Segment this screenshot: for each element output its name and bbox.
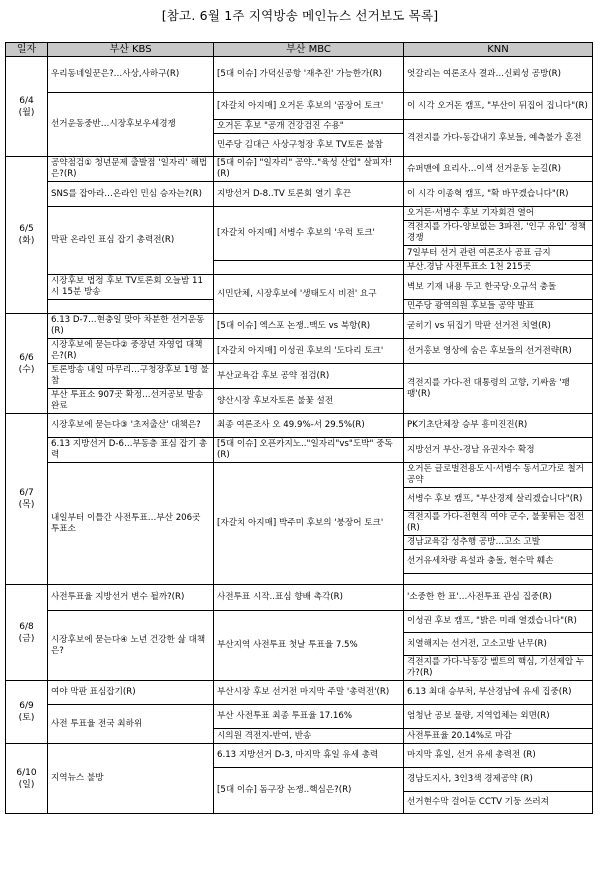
date-label: 6/7 (19, 488, 34, 498)
date-label: 6/8 (19, 621, 34, 632)
date-cell (6, 57, 48, 157)
knn-news-item: '소중한 한 표'…사전투표 관심 집중(R) (404, 585, 593, 611)
mbc-news-item: [5대 이슈] 돔구장 논쟁..핵심은?(R) (214, 768, 404, 814)
table-row (6, 57, 593, 93)
kbs-news-item: 시장후보에 묻는다② 중장년 자영업 대책은?(R) (48, 339, 214, 364)
mbc-news-item: 최종 여론조사 오 49.9%-서 29.5%(R) (214, 414, 404, 438)
knn-news-item: 엄청난 공보 물량, 지역업체는 외면(R) (404, 705, 593, 729)
knn-news-item: 지방선거 부산-경남 유권자수 확정 (404, 438, 593, 463)
mbc-news-item: 부산시장 후보 선거전 마지막 주말 '총력전'(R) (214, 681, 404, 705)
knn-news-item: 격전지를 가다-전현직 여야 군수, 불꽃튀는 접전(R) (404, 511, 593, 536)
table-row (6, 364, 593, 389)
weekday-label: (토) (18, 713, 35, 723)
mbc-news-item: [5대 이슈] 오픈카지노.."일자리"vs"도박" 중독(R) (214, 438, 404, 463)
header-busan-kbs: 부산 KBS (48, 43, 214, 57)
kbs-news-item: 막판 온라인 표심 잡기 총력전(R) (48, 207, 214, 275)
kbs-news-item: SNS를 잡아라…온라인 민심 승자는?(R) (48, 182, 214, 207)
knn-news-item: 경남교육감 성추행 공방…고소 고발 (404, 536, 593, 550)
page-title: [참고. 6월 1주 지역방송 메인뉴스 선거보도 목록] (161, 8, 439, 23)
knn-news-item: 굳히기 vs 뒤집기 막판 선거전 치열(R) (404, 314, 593, 339)
knn-news-item: 격전지를 가다-동갑내기 후보들, 예측불가 혼전 (404, 120, 593, 157)
date-cell (6, 744, 48, 814)
mbc-news-item: 시민단체, 시장후보에 '생태도시 비전' 요구 (214, 275, 404, 314)
weekday-label: (목) (18, 500, 35, 510)
kbs-news-item: 부산 투표소 907곳 확정…선거공보 발송완료 (48, 389, 214, 414)
kbs-news-item: 시장후보에 묻는다③ '초저출산' 대책은? (48, 414, 214, 438)
table-row (6, 438, 593, 463)
kbs-news-item: 선거운동중반…시장후보우세경쟁 (48, 93, 214, 157)
mbc-news-item: [5대 이슈] 가덕신공항 '재추진' 가능한가(R) (214, 57, 404, 93)
date-label: 6/6 (19, 352, 34, 363)
table-row (6, 585, 593, 611)
knn-news-item: 서병수 후보 캠프, "부산경제 살리겠습니다"(R) (404, 488, 593, 511)
header-knn: KNN (404, 43, 593, 57)
kbs-news-item: 우리동네일꾼은?…사상,사하구(R) (48, 57, 214, 93)
kbs-news-item: 내일부터 이틀간 사전투표…부산 206곳 투표소 (48, 463, 214, 585)
knn-news-item: 슈퍼맨에 요리사…이색 선거운동 눈길(R) (404, 157, 593, 182)
mbc-news-item: [자갈치 아지매] 이성권 후보의 '도다리 토크' (214, 339, 404, 364)
header-busan-mbc: 부산 MBC (214, 43, 404, 57)
knn-news-item (404, 574, 593, 585)
knn-news-item: 격전지를 가다-전 대통령의 고향, 기싸움 '팽팽'(R) (404, 364, 593, 414)
kbs-news-item: 6.13 D-7…현충일 맞아 차분한 선거운동(R) (48, 314, 214, 339)
mbc-news-item: [5대 이슈] 엑스포 논쟁..맥도 vs 북항(R) (214, 314, 404, 339)
weekday-label: (일) (18, 779, 35, 790)
mbc-news-item: 부산 사전투표 최종 투표율 17.16% (214, 705, 404, 729)
mbc-news-item: [자갈치 아지매] 서병수 후보의 '우럭 토크' (214, 207, 404, 261)
date-cell (6, 585, 48, 681)
date-cell (6, 681, 48, 744)
kbs-news-item: 여야 막판 표심잡기(R) (48, 681, 214, 705)
knn-news-item: 오거돈 글로벌전용도시·서병수 동서고가로 철거 공약 (404, 463, 593, 488)
mbc-news-item: 6.13 지방선거 D-3, 마지막 휴일 유세 총력 (214, 744, 404, 768)
table-row (6, 182, 593, 207)
mbc-news-item: 지방선거 D-8..TV 토론회 열기 후끈 (214, 182, 404, 207)
weekday-label: (금) (18, 633, 35, 644)
date-label: 6/5 (19, 224, 34, 234)
knn-news-item: 격전지를 가다-낙동강 벨트의 핵심, 기선제압 누가?(R) (404, 656, 593, 681)
weekday-label: (화) (18, 236, 35, 246)
weekday-label: (월) (18, 107, 35, 118)
mbc-news-item: 양산시장 후보자토론 불꽃 설전 (214, 389, 404, 414)
table-row (6, 93, 593, 120)
kbs-news-item: 6.13 지방선거 D-6…부동층 표심 잡기 총력 (48, 438, 214, 463)
mbc-news-item: 시의원 격전지-반여, 반송 (214, 729, 404, 744)
date-label: 6/10 (16, 767, 37, 778)
date-cell (6, 314, 48, 414)
knn-news-item: 벽보 기재 내용 두고 한국당·오규석 충돌 (404, 275, 593, 300)
kbs-news-item: 사전투표율 지방선거 변수 될까?(R) (48, 585, 214, 611)
kbs-news-item: 공약점검① 청년문제 출발점 '일자리' 해법은?(R) (48, 157, 214, 182)
knn-news-item: 엇갈리는 여론조사 결과…신뢰성 공방(R) (404, 57, 593, 93)
knn-news-item: 격전지를 가다-양보없는 3파전, '인구 유입' 정책 경쟁 (404, 221, 593, 246)
header-date: 일자 (6, 43, 48, 57)
knn-news-item: 민주당 광역의원 후보들 공약 발표 (404, 300, 593, 314)
table-row (6, 414, 593, 438)
mbc-news-item: [5대 이슈] "일자리" 공약.."육성 산업" 살피자!(R) (214, 157, 404, 182)
table-row (6, 463, 593, 488)
table-row (6, 275, 593, 300)
kbs-news-item (48, 300, 214, 314)
mbc-news-item: 부산교육감 후보 공약 점검(R) (214, 364, 404, 389)
table-row (6, 314, 593, 339)
mbc-news-item: 민주당 김대근 사상구청장 후보 TV토론 불참 (214, 134, 404, 157)
table-row (6, 611, 593, 633)
knn-news-item: 이성권 후보 캠프, "밝은 미래 열겠습니다"(R) (404, 611, 593, 633)
mbc-news-item: [자갈치 아지매] 박주미 후보의 '붕장어 토크' (214, 463, 404, 585)
knn-news-item: 선거현수막 걸어둔 CCTV 기둥 쓰러져 (404, 792, 593, 814)
date-label: 6/4 (19, 95, 34, 106)
knn-news-item: 6.13 최대 승부처, 부산경남에 유세 집중(R) (404, 681, 593, 705)
weekday-label: (수) (18, 364, 35, 375)
knn-news-item: 이 시각 오거돈 캠프, "부산이 뒤집어 집니다"(R) (404, 93, 593, 120)
kbs-news-item: 시장후보에 묻는다④ 노년 건강한 삶 대책은? (48, 611, 214, 681)
knn-news-item: 이 시각 이종혁 캠프, "확 바꾸겠습니다"(R) (404, 182, 593, 207)
knn-news-item: 7일부터 선거 관련 여론조사 공표 금지 (404, 246, 593, 261)
kbs-news-item: 시장후보 법정 후보 TV토론회 오늘밤 11시 15분 방송 (48, 275, 214, 300)
mbc-news-item: 사전투표 시작..표심 향배 촉각(R) (214, 585, 404, 611)
kbs-news-item: 지역뉴스 불방 (48, 744, 214, 814)
table-row (6, 339, 593, 364)
knn-news-item: 경남도지사, 3인3색 경제공약 (R) (404, 768, 593, 792)
knn-news-item: 사전투표율 20.14%로 마감 (404, 729, 593, 744)
table-row (6, 207, 593, 221)
knn-news-item: 치열해지는 선거전, 고소고발 난무(R) (404, 633, 593, 656)
knn-news-item: 선거홍보 영상에 숨은 후보들의 선거전략(R) (404, 339, 593, 364)
knn-news-item: 부산.경남 사전투표소 1천 215곳 (404, 261, 593, 275)
election-news-table (5, 42, 593, 814)
header-row (6, 43, 593, 57)
table-body (6, 57, 593, 814)
date-cell (6, 414, 48, 585)
table-row (6, 681, 593, 705)
mbc-news-item: 부산지역 사전투표 첫날 투표율 7.5% (214, 611, 404, 681)
knn-news-item: 마지막 휴일, 선거 유세 총력전 (R) (404, 744, 593, 768)
table-row (6, 157, 593, 182)
table-row (6, 705, 593, 729)
kbs-news-item: 사전 투표율 전국 최하위 (48, 705, 214, 744)
date-cell (6, 157, 48, 314)
kbs-news-item: 토론방송 내일 마무리…구청장후보 1명 불참 (48, 364, 214, 389)
knn-news-item: 선거유세차량 욕설과 충돌, 현수막 훼손 (404, 550, 593, 574)
mbc-news-item: [자갈치 아지매] 오거돈 후보의 '곰장어 토크' (214, 93, 404, 120)
mbc-news-item (214, 261, 404, 275)
date-label: 6/9 (19, 701, 34, 711)
knn-news-item: PK기초단체장 승부 흥미진진(R) (404, 414, 593, 438)
knn-news-item: 오거돈·서병수 후보 기자회견 열어 (404, 207, 593, 221)
mbc-news-item: 오거돈 후보 "공개 건강검진 수용" (214, 120, 404, 134)
table-row (6, 744, 593, 768)
